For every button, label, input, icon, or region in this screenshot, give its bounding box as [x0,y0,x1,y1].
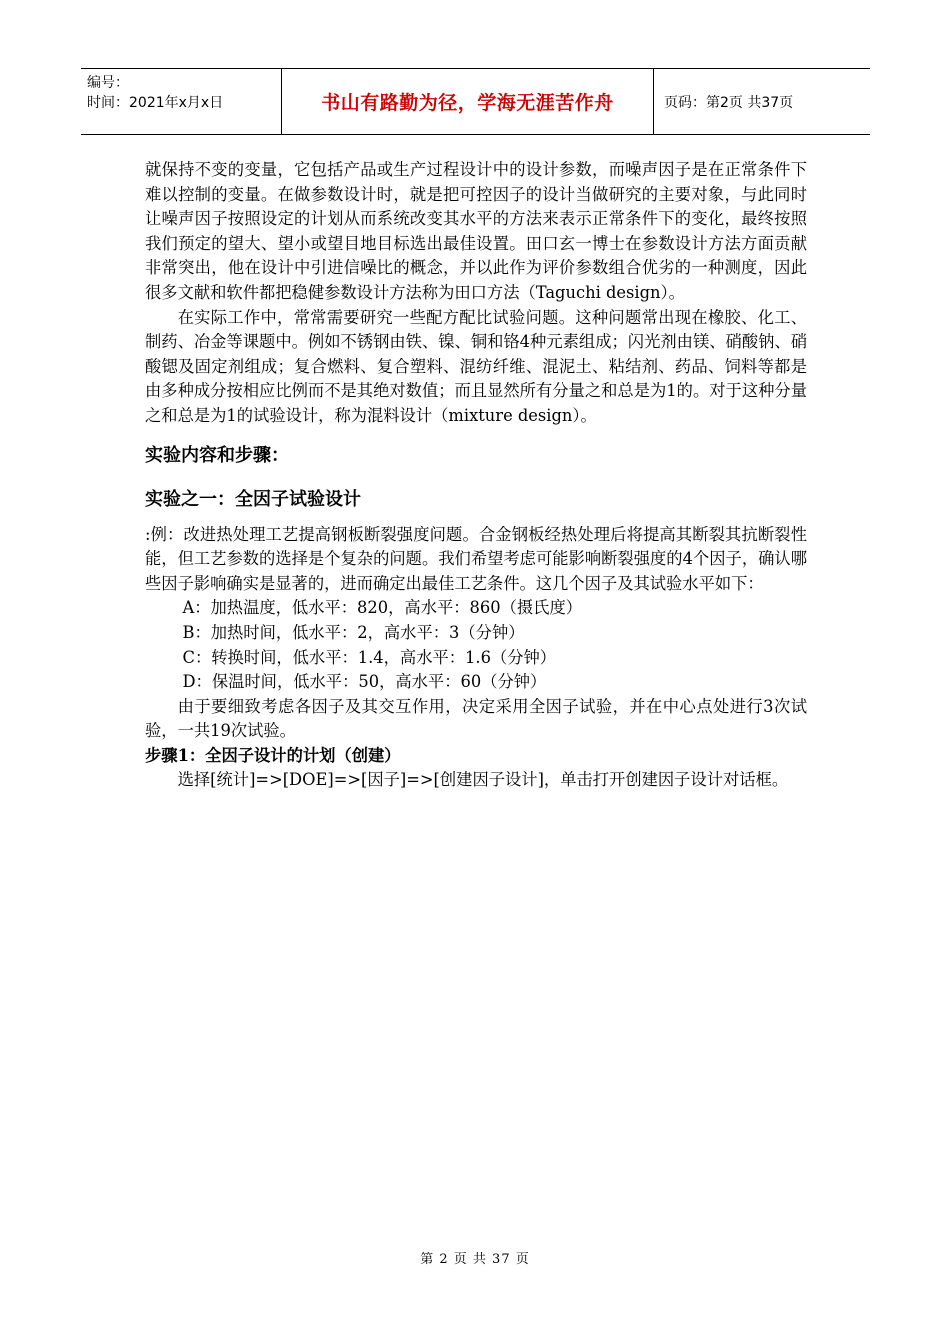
document-body [145,158,807,793]
factor-item-b: B：加热时间，低水平：2，高水平：3（分钟） [182,622,525,642]
paragraph-example: :例：改进热处理工艺提高钢板断裂强度问题。合金钢板经热处理后将提高其断裂其抗断裂性能，但工艺参数的选择是个复杂的问题。我们希望考虑可能影响断裂强度的4个因子，确认哪些因子影响确实是显著的，进而确定出最佳工艺条件。这几个因子及其试验水平如下： [145,524,807,593]
factor-item-a: A：加热温度，低水平：820，高水平：860（摄氏度） [182,598,583,618]
document-date-label: 时间：2021年x月x日 [87,95,224,111]
motto-text: 书山有路勤为径，学海无涯苦作舟 [321,92,614,114]
step1-title: 步骤1：全因子设计的计划（创建） [145,745,401,765]
document-number-label: 编号： [87,75,129,91]
factor-item-c: C：转换时间，低水平：1.4，高水平：1.6（分钟） [182,647,557,667]
header-page-cell [654,69,870,134]
page-footer: 第 2 页 共 37 页 [420,1252,530,1267]
paragraph-mixture-design: 在实际工作中，常常需要研究一些配方配比试验问题。这种问题常出现在橡胶、化工、制药、冶金等课题中。例如不锈钢由铁、镍、铜和铬4种元素组成；闪光剂由镁、硝酸钠、硝酸锶及固定剂组成；复合燃料、复合塑料、混纺纤维、混泥土、粘结剂、药品、饲料等都是由多种成分按相应比例而不是其绝对数值；而且显然所有分量之和总是为1的。对于这种分量之和总是为1的试验设计，称为混料设计（mixture design）。 [145,307,807,425]
paragraph-experiment-plan: 由于要细致考虑各因子及其交互作用，决定采用全因子试验，并在中心点处进行3次试验，一共19次试验。 [145,696,807,741]
step1-instructions: 选择[统计]=>[DOE]=>[因子]=>[创建因子设计]，单击打开创建因子设计对话框。 [177,770,789,790]
header-meta-cell [81,69,282,134]
page-header [81,68,870,135]
factor-item-d: D：保温时间，低水平：50，高水平：60（分钟） [182,672,547,692]
section-heading-full-factorial: 实验之一：全因子试验设计 [145,488,361,510]
header-page-info: 页码：第2页 共37页 [664,94,794,111]
paragraph-parameter-design: 就保持不变的变量，它包括产品或生产过程设计中的设计参数，而噪声因子是在正常条件下难以控制的变量。在做参数设计时，就是把可控因子的设计当做研究的主要对象，与此同时让噪声因子按照设定的计划从而系统改变其水平的方法来表示正常条件下的变化，最终按照我们预定的望大、望小或望目地目标选出最佳设置。田口玄一博士在参数设计方法方面贡献非常突出，他在设计中引进信噪比的概念，并以此作为评价参数组合优劣的一种测度，因此很多文献和软件都把稳健参数设计方法称为田口方法（Taguchi design）。 [145,160,807,302]
header-motto-cell [282,69,654,134]
section-heading-content-steps: 实验内容和步骤： [145,444,289,466]
